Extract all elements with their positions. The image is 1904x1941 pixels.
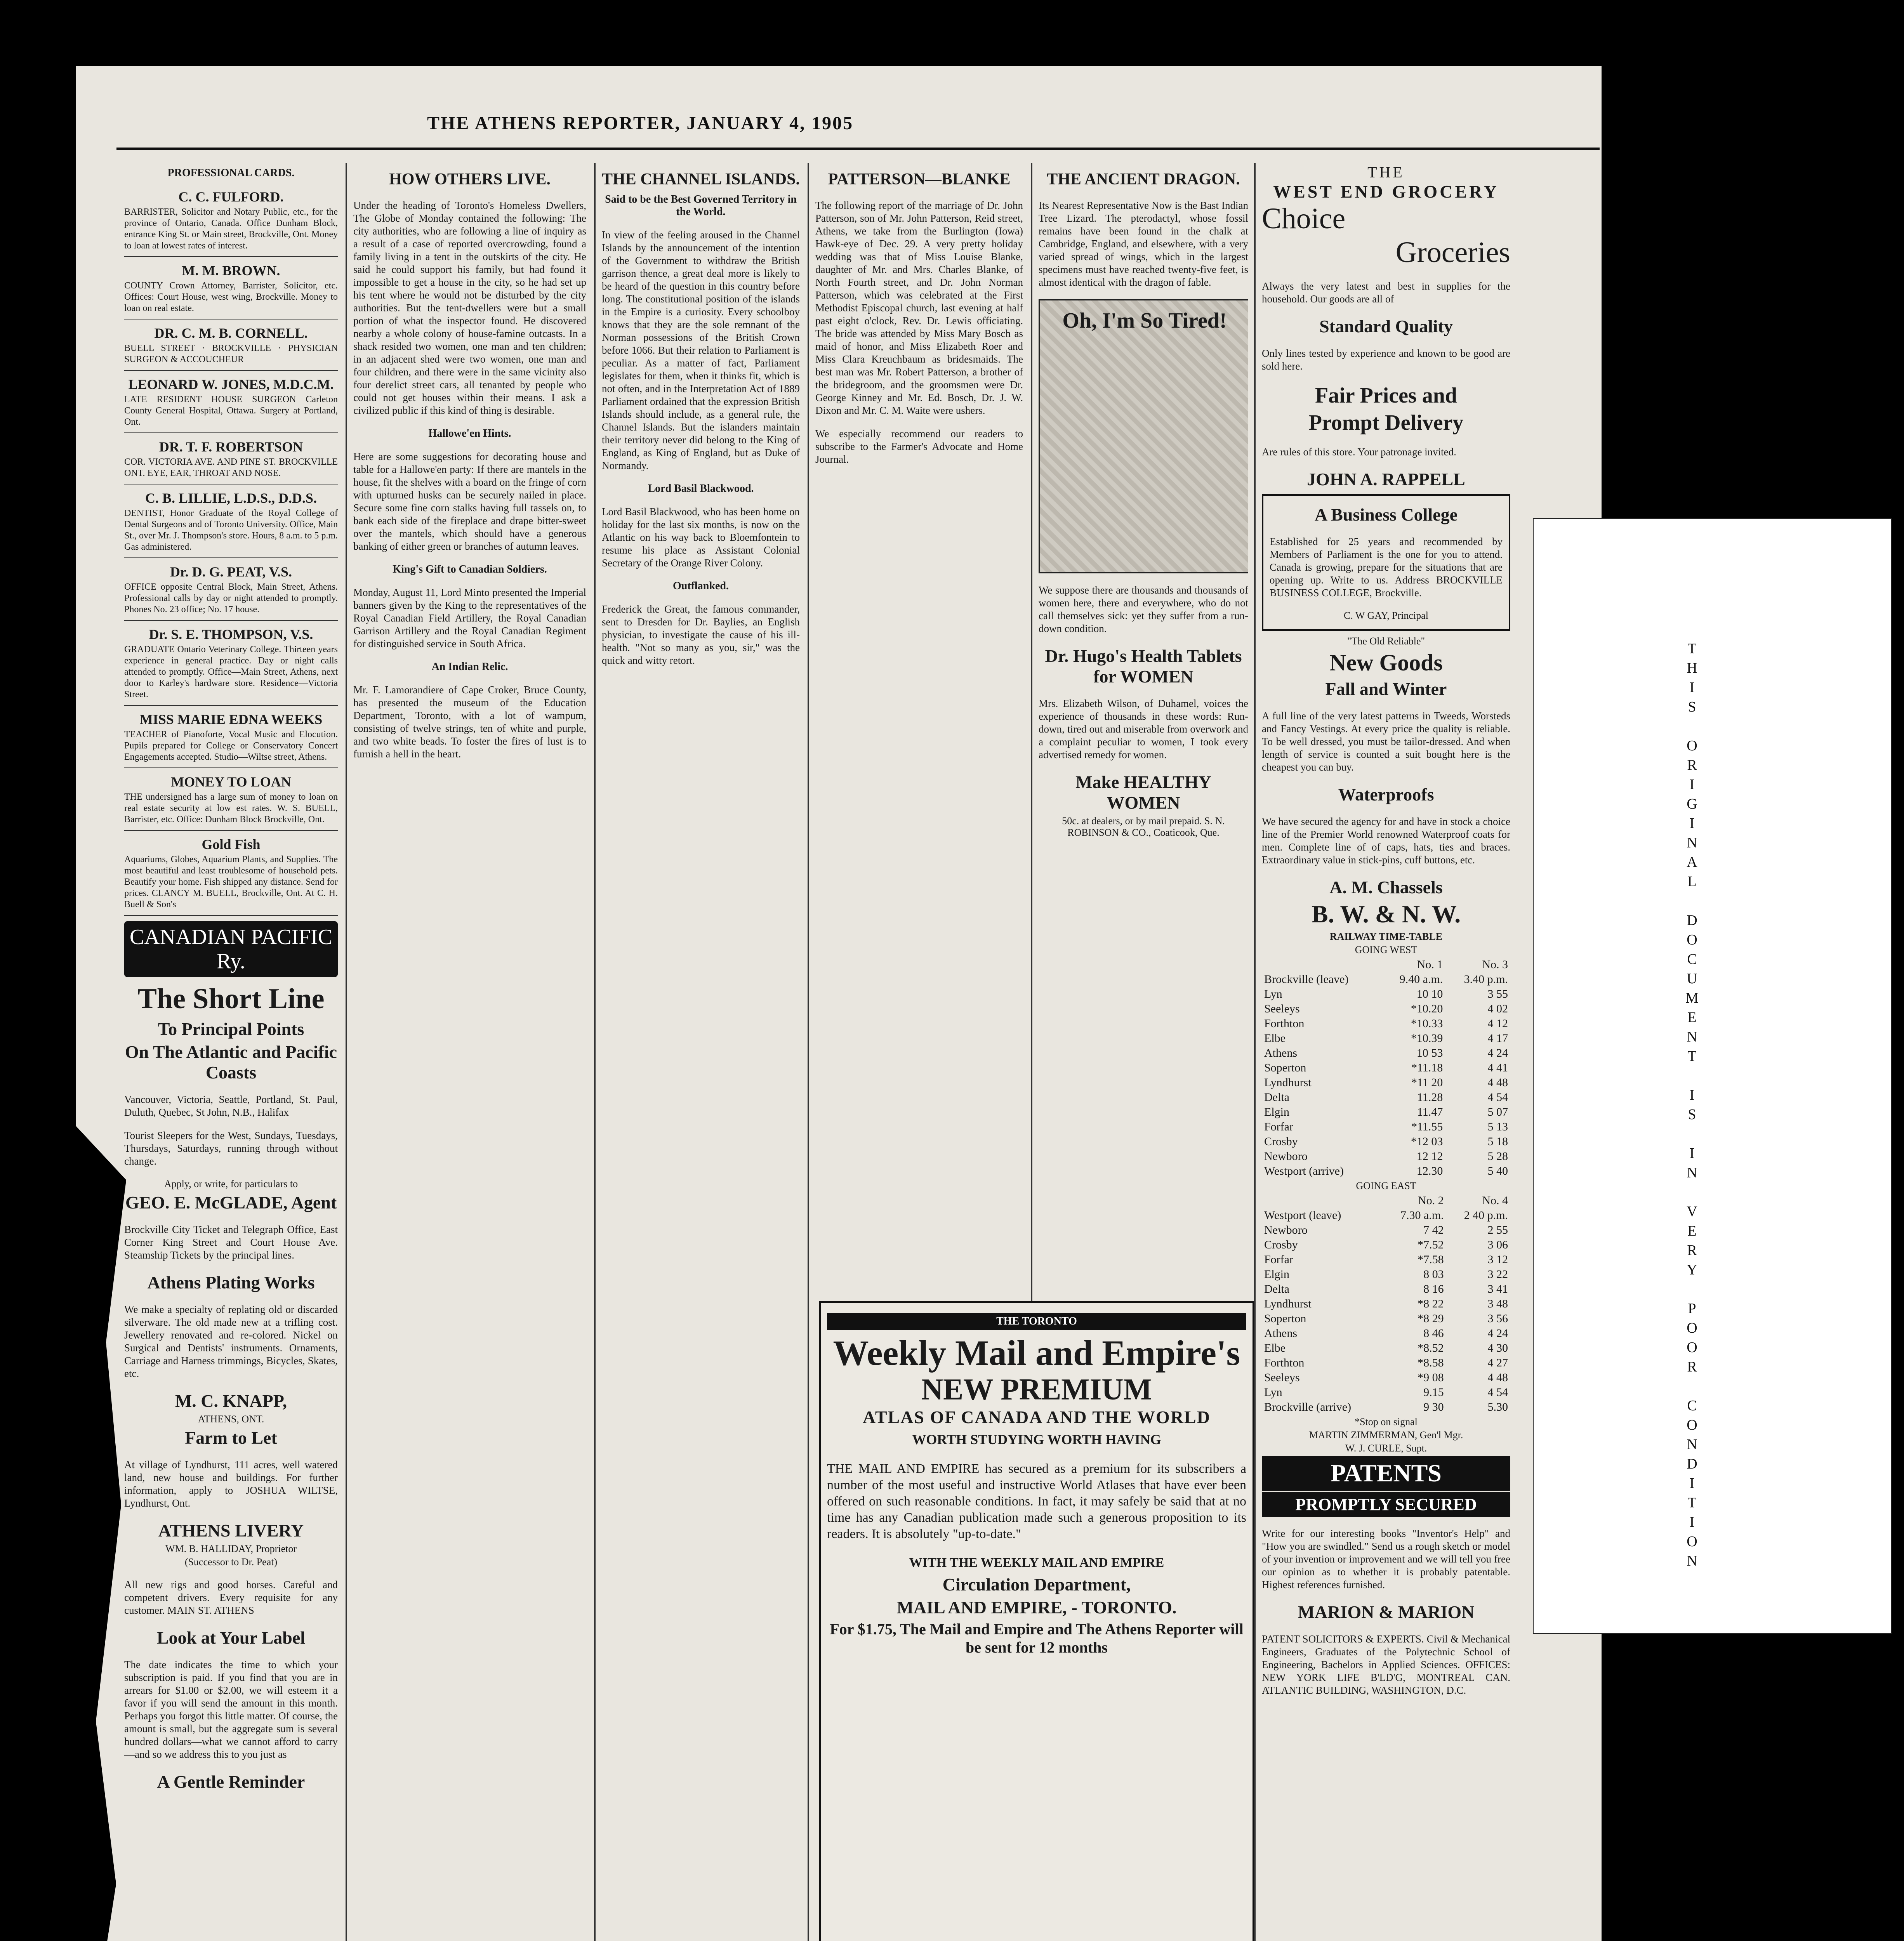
fall-heading: Fall and Winter xyxy=(1325,679,1447,699)
table-row xyxy=(1262,1105,1510,1120)
table-row xyxy=(1262,1385,1510,1400)
card-name: DR. T. F. ROBERTSON xyxy=(159,439,303,455)
condition-note: THIS ORIGINAL DOCUMENT IS IN VERY POOR CONDITION xyxy=(1684,641,1700,1572)
waterproofs-heading: Waterproofs xyxy=(1338,785,1434,804)
time-cell: *8.58 xyxy=(1418,1356,1444,1369)
livery-owner: WM. B. HALLIDAY, Proprietor xyxy=(165,1543,297,1554)
table-row xyxy=(1262,1031,1510,1046)
station-name: Forthton xyxy=(1264,1017,1305,1030)
table-row xyxy=(1262,1061,1510,1075)
agent-address: Brockville City Ticket and Telegraph Office, East Corner King Street and Court House Ave. Steamship Tickets by the principal lines. xyxy=(124,1224,338,1261)
table-row xyxy=(1262,1208,1510,1223)
card-text: COUNTY Crown Attorney, Barrister, Solicitor, etc. Offices: Court House, west wing, Brockville. Money to loan on real estate. xyxy=(124,281,338,313)
article-text: Here are some suggestions for decorating house and table for a Hallowe'en party: If there are mantels in the house, fit the shelves with a board on the fringe of corn with upturned husks can be securely nailed in place. Secure some fine corn stalks having full tassels on, to bank each side of the fireplace and drape bitter-sweet over the mantels, which should have a generous banking of either green or branches of autumn leaves. xyxy=(353,451,586,552)
article-heading: THE ANCIENT DRAGON. xyxy=(1047,170,1240,188)
card-text: LATE RESIDENT HOUSE SURGEON Carleton County General Hospital, Ottawa. Surgery at Portland, Ont. xyxy=(124,394,338,427)
prompt-heading: Prompt Delivery xyxy=(1308,411,1464,435)
time-cell: 8 16 xyxy=(1423,1283,1444,1295)
table-row xyxy=(1262,1134,1510,1149)
mail-empire-ad xyxy=(819,1301,1254,1941)
livery-heading: ATHENS LIVERY xyxy=(158,1521,304,1540)
time-cell: 3 22 xyxy=(1487,1268,1508,1281)
station-name: Seeleys xyxy=(1264,1371,1300,1384)
time-cell: 3 56 xyxy=(1487,1312,1508,1325)
groceries-heading: Groceries xyxy=(1395,236,1510,269)
table-row xyxy=(1262,1046,1510,1061)
column-news-3 xyxy=(602,163,800,1941)
station-name: Crosby xyxy=(1264,1238,1298,1251)
label-heading: Look at Your Label xyxy=(156,1628,306,1648)
chassels-name: A. M. Chassels xyxy=(1329,877,1443,897)
card-text: THE undersigned has a large sum of money to loan on real estate security at low est rates. W. S. BUELL, Barrister, etc. Office: Dunham Block Brockville, Ont. xyxy=(124,792,338,825)
time-cell: 7.30 a.m. xyxy=(1400,1209,1444,1222)
time-cell: 4 27 xyxy=(1487,1356,1508,1369)
time-cell: *12 03 xyxy=(1411,1135,1443,1148)
agent-name: GEO. E. McGLADE, Agent xyxy=(125,1193,337,1212)
tired-woman-illustration xyxy=(1039,299,1248,573)
time-cell: 7 42 xyxy=(1423,1224,1444,1236)
patents-text: Write for our interesting books "Inventor's Help" and "How you are swindled." Send us a rough sketch or model of your invention or improvement and we will tell you free our opinion as to whether it is probably patentable. Highest references furnished. xyxy=(1262,1528,1510,1590)
station-name: Forfar xyxy=(1264,1120,1293,1133)
station-name: Athens xyxy=(1264,1047,1297,1059)
short-line-heading: The Short Line xyxy=(137,983,325,1015)
time-cell: *9 08 xyxy=(1418,1371,1444,1384)
station-name: Soperton xyxy=(1264,1312,1306,1325)
time-cell: 9.15 xyxy=(1423,1386,1444,1399)
time-cell: 4 54 xyxy=(1487,1091,1508,1104)
table-row xyxy=(1262,1326,1510,1341)
station-name: Brockville (arrive) xyxy=(1264,1401,1352,1413)
tablets-heading: Dr. Hugo's Health Tablets for WOMEN xyxy=(1045,646,1242,686)
time-cell: *8 22 xyxy=(1418,1297,1444,1310)
table-row xyxy=(1262,1282,1510,1297)
card-text: TEACHER of Pianoforte, Vocal Music and Elocution. Pupils prepared for College or Conservatory Concert Engagements accepted. Studio—Wiltse street, Athens. xyxy=(124,729,338,762)
column-ads-right xyxy=(1262,163,1510,1941)
ad-body: THE MAIL AND EMPIRE has secured as a premium for its subscribers a number of the most useful and instructive World Atlases that have ever been offered on such reasonable conditions. In fact, it may safely be said that at no time has any Canadian publication made such a generous proposition to its readers. It is absolutely "up-to-date." xyxy=(827,1462,1246,1541)
article-text: Monday, August 11, Lord Minto presented the Imperial banners given by the King to the representatives of the Royal Canadian Field Artillery, the Royal Canadian Garrison Artillery and the Royal Canadian Regiment for distinguished service in South Africa. xyxy=(353,587,586,649)
time-cell: 4 30 xyxy=(1487,1342,1508,1354)
station-name: Newboro xyxy=(1264,1150,1308,1163)
time-cell: 12.30 xyxy=(1416,1165,1443,1177)
station-name: Delta xyxy=(1264,1091,1289,1104)
livery-successor: (Successor to Dr. Peat) xyxy=(184,1556,278,1568)
card-text: BUELL STREET · BROCKVILLE · PHYSICIAN SURGEON & ACCOUCHEUR xyxy=(124,343,338,365)
card xyxy=(124,484,338,558)
time-cell: *7.58 xyxy=(1418,1253,1444,1266)
time-cell: *8 29 xyxy=(1418,1312,1444,1325)
time-cell: 2 40 p.m. xyxy=(1464,1209,1508,1222)
college-heading: A Business College xyxy=(1314,505,1458,524)
station-name: Brockville (leave) xyxy=(1264,973,1349,986)
ad-worth: WORTH STUDYING WORTH HAVING xyxy=(912,1432,1161,1447)
farm-text: At village of Lyndhurst, 111 acres, well watered land, new house and buildings. For further information, apply to JOSHUA WILTSE, Lyndhurst, Ont. xyxy=(124,1459,338,1509)
ad-with: WITH THE WEEKLY MAIL AND EMPIRE xyxy=(909,1556,1164,1570)
time-cell: 8 46 xyxy=(1423,1327,1444,1340)
column-divider xyxy=(346,163,347,1941)
time-cell: 11.28 xyxy=(1417,1091,1443,1104)
reminder-heading: A Gentle Reminder xyxy=(157,1772,305,1792)
time-cell: 5 07 xyxy=(1487,1106,1508,1118)
article-text: Under the heading of Toronto's Homeless Dwellers, The Globe of Monday contained the following: The city authorities, who are following a line of inquiry as a result of a case of reported overcrowding, found a family living in a tent in the outskirts of the city. He said he could support his family, but had found it impossible to get a house in the city, so he had set up his tent where he would not be disturbed by the city authorities. But the tent-dwellers were but a small portion of what the inspector found. He discovered nearby a whole colony of house-famine outcasts. In a shack resided two women, one man and ten children; in an adjacent shed were two women, one man and four children, and there were in the same vicinity also four derelict street cars, all tenanted by people who could not get houses within their means. I ask a civilized public if this kind of thing is desirable. xyxy=(353,200,586,416)
article-heading: THE CHANNEL ISLANDS. xyxy=(602,170,800,188)
table-row xyxy=(1262,1120,1510,1134)
station-name: Elbe xyxy=(1264,1032,1286,1045)
table-row xyxy=(1262,1341,1510,1356)
ad-mail: MAIL AND EMPIRE, - TORONTO. xyxy=(896,1597,1177,1617)
time-cell: 4 24 xyxy=(1487,1047,1508,1059)
station-name: Athens xyxy=(1264,1327,1297,1340)
station-name: Crosby xyxy=(1264,1135,1298,1148)
article-heading: Hallowe'en Hints. xyxy=(428,427,511,439)
ad-atlas: ATLAS OF CANADA AND THE WORLD xyxy=(863,1407,1211,1427)
time-cell: 8 03 xyxy=(1423,1268,1444,1281)
article-heading: Lord Basil Blackwood. xyxy=(648,483,754,495)
supt-name: W. J. CURLE, Supt. xyxy=(1345,1443,1427,1454)
reliable-heading: "The Old Reliable" xyxy=(1347,635,1425,647)
card xyxy=(124,621,338,706)
time-cell: 11.47 xyxy=(1417,1106,1443,1118)
fair-heading: Fair Prices and xyxy=(1315,384,1458,408)
time-cell: 5.30 xyxy=(1487,1401,1508,1413)
table-row xyxy=(1262,1238,1510,1252)
time-cell: 5 28 xyxy=(1487,1150,1508,1163)
section-title: PROFESSIONAL CARDS. xyxy=(167,167,295,179)
time-cell: 4 48 xyxy=(1487,1371,1508,1384)
card-text: GRADUATE Ontario Veterinary College. Thirteen years experience in general practice. Day or night calls attended to promptly. Office—Main Street, Athens, next door to Karley's hardware store. Residence—Victoria Street. xyxy=(124,644,338,700)
time-cell: *11.55 xyxy=(1411,1120,1443,1133)
coasts-heading: On The Atlantic and Pacific Coasts xyxy=(125,1042,337,1082)
sleepers-text: Tourist Sleepers for the West, Sundays, Tuesdays, Thursdays, Saturdays, running through without change. xyxy=(124,1130,338,1167)
testimonial-text: Mrs. Elizabeth Wilson, of Duhamel, voices the experience of thousands in these words: Run-down, tired out and miserable from overwork and a complaint peculiar to women, I took every advertised remedy for women. xyxy=(1039,698,1248,760)
fall-text: A full line of the very latest patterns in Tweeds, Worsteds and Fancy Vestings. At every price the quality is reliable. To be well dressed, you must be tailor-dressed. And when length of service is counted a suit bought here is the cheapest you can buy. xyxy=(1262,710,1510,773)
table-row xyxy=(1262,1164,1510,1179)
card-text: OFFICE opposite Central Block, Main Street, Athens. Professional calls by day or night attended to promptly. Phones No. 23 office; No. 17 house. xyxy=(124,582,338,615)
table-row xyxy=(1262,987,1510,1002)
knapp-name: M. C. KNAPP, xyxy=(175,1391,287,1411)
ad-toronto: THE TORONTO xyxy=(827,1313,1246,1330)
new-goods-heading: New Goods xyxy=(1329,650,1443,675)
patents-heading: PATENTS xyxy=(1262,1456,1510,1491)
card-text: Aquariums, Globes, Aquarium Plants, and Supplies. The most beautiful and least troublesome of household pets. Beautify your home. Fish shipped any distance. Send for prices. CLANCY M. BUELL, Brockville, Ont. At C. H. Buell & Son's xyxy=(124,854,338,910)
farm-heading: Farm to Let xyxy=(185,1428,277,1448)
card xyxy=(124,831,338,916)
time-cell: *8.52 xyxy=(1418,1342,1444,1354)
time-cell: 4 54 xyxy=(1487,1386,1508,1399)
college-text: Established for 25 years and recommended by Members of Parliament is the one for you to attend. Canada is growing, prepare for the situations that are opening up. Write to us. Address BROCKVILLE BUSINESS COLLEGE, Brockville. xyxy=(1270,536,1503,599)
table-row xyxy=(1262,1090,1510,1105)
secured-heading: PROMPTLY SECURED xyxy=(1262,1492,1510,1517)
time-cell: *11.18 xyxy=(1411,1061,1443,1074)
college-principal: C. W GAY, Principal xyxy=(1344,610,1428,621)
station-name: Forthton xyxy=(1264,1356,1305,1369)
livery-text: All new rigs and good horses. Careful and competent drivers. Every requisite for any customer. MAIN ST. ATHENS xyxy=(124,1579,338,1616)
going-east-label: GOING EAST xyxy=(1356,1180,1416,1191)
card-name: Gold Fish xyxy=(202,837,261,852)
time-cell: 3 48 xyxy=(1487,1297,1508,1310)
article-heading: HOW OTHERS LIVE. xyxy=(389,170,551,188)
station-name: Newboro xyxy=(1264,1224,1308,1236)
ad-premium: NEW PREMIUM xyxy=(921,1372,1152,1406)
column-divider xyxy=(1254,163,1256,1941)
table-row xyxy=(1262,1016,1510,1031)
station-name: Westport (leave) xyxy=(1264,1209,1341,1222)
apply-text: Apply, or write, for particulars to xyxy=(164,1178,298,1189)
ad-title: Weekly Mail and Empire's xyxy=(833,1333,1240,1373)
table-row xyxy=(1262,1400,1510,1415)
station-name: Delta xyxy=(1264,1283,1289,1295)
time-cell: 4 17 xyxy=(1487,1032,1508,1045)
card-name: MISS MARIE EDNA WEEKS xyxy=(139,712,323,727)
time-cell: 4 24 xyxy=(1487,1327,1508,1340)
time-cell: 10 53 xyxy=(1416,1047,1443,1059)
choice-heading: Choice xyxy=(1262,202,1346,235)
time-cell: 12 12 xyxy=(1416,1150,1443,1163)
article-text: Its Nearest Representative Now is the Bast Indian Tree Lizard. The pterodactyl, whose fossil remains have been found in the chalk at Cambridge, England, and elsewhere, with a very varied spread of wings, which in the largest specimens must have reached twenty-five feet, is almost identical with the dragon of fable. xyxy=(1039,200,1248,288)
cities-list: Vancouver, Victoria, Seattle, Portland, St. Paul, Duluth, Quebec, St John, N.B., Halifax xyxy=(124,1094,338,1118)
time-cell: 4 41 xyxy=(1487,1061,1508,1074)
article-heading: Outflanked. xyxy=(673,580,729,592)
label-text: The date indicates the time to which your subscription is paid. If you find that you are in arrears for $1.00 or $2.00, we will esteem it a favor if you will send the amount in this month. Perhaps you forgot this little matter. Of course, the amount is small, but the aggregate sum is several hundred dollars—what we cannot afford to carry—and so we address this to you just as xyxy=(124,1659,338,1760)
station-name: Lyndhurst xyxy=(1264,1297,1312,1310)
time-cell: 10 10 xyxy=(1416,988,1443,1000)
time-cell: *10.39 xyxy=(1411,1032,1443,1045)
waterproofs-text: We have secured the agency for and have in stock a choice line of the Premier World renowned Waterproof coats for men. Complete line of of caps, hats, ties and braces. Extraordinary value in stick-pins, cuff buttons, etc. xyxy=(1262,816,1510,866)
card-name: LEONARD W. JONES, M.D.C.M. xyxy=(128,377,334,392)
plating-heading: Athens Plating Works xyxy=(147,1273,315,1292)
time-cell: 4 02 xyxy=(1487,1002,1508,1015)
railway-heading: B. W. & N. W. xyxy=(1311,900,1461,928)
station-name: Westport (arrive) xyxy=(1264,1165,1344,1177)
column-professional-cards xyxy=(124,163,338,1794)
article-text: In view of the feeling aroused in the Channel Islands by the announcement of the intention of the Government to withdraw the British garrison thence, a great deal more is likely to be heard of the question in this country before long. The constitutional position of the islands in the Empire is a curiosity. Every schoolboy knows that they are the sole remnant of the Norman possessions of the British Crown before 1066. But their relation to Parliament is peculiar. As a matter of fact, Parliament legislates for them, when it thinks fit, which is not often, and in the Interpretation Act of 1889 Parliament ordained that the expression British Islands should include, as a general rule, the Channel Islands. But the islanders maintain their territory never did belong to the King of England, as King of England, but as Duke of Normandy. xyxy=(602,229,800,471)
table-row xyxy=(1262,1370,1510,1385)
article-text: Mr. F. Lamorandiere of Cape Croker, Bruce County, has presented the museum of the Education Department, Toronto, with a lot of wampum, consisting of twelve strings, ten of white and purple, and two white beads. To foster the fires of lust is to furnish a hell in the heart. xyxy=(353,684,586,760)
sold-by-text: 50c. at dealers, or by mail prepaid. S. N. ROBINSON & CO., Coaticook, Que. xyxy=(1062,815,1225,838)
manager-name: MARTIN ZIMMERMAN, Gen'l Mgr. xyxy=(1309,1429,1463,1441)
card xyxy=(124,257,338,319)
card-name: M. M. BROWN. xyxy=(182,263,280,278)
timetable-heading: RAILWAY TIME-TABLE xyxy=(1329,931,1443,942)
illustration-caption: Oh, I'm So Tired! xyxy=(1062,309,1227,333)
column-divider xyxy=(808,163,809,1941)
card-text: BARRISTER, Solicitor and Notary Public, etc., for the province of Ontario, Canada. Office Dunham Block, entrance King St. or Main street, Brockville, Ont. Money to loan at lowest rates of interest. xyxy=(124,207,338,251)
article-heading: King's Gift to Canadian Soldiers. xyxy=(393,563,547,575)
healthy-women-heading: Make HEALTHY WOMEN xyxy=(1075,772,1211,813)
time-cell: 3 12 xyxy=(1487,1253,1508,1266)
card-name: MONEY TO LOAN xyxy=(171,774,291,790)
west-timetable xyxy=(1262,957,1510,1179)
flag-note: *Stop on signal xyxy=(1355,1416,1418,1427)
plating-text: We make a specialty of replating old or discarded silverware. The old made new at a trifling cost. Jewellery renovated and re-colored. Nickel on Surgical and Dentists' instruments. Ornaments, Carriage and Harness trimmings, Bicycles, Skates, etc. xyxy=(124,1304,338,1379)
rules-text: Are rules of this store. Your patronage invited. xyxy=(1262,446,1456,458)
knapp-place: ATHENS, ONT. xyxy=(198,1413,264,1425)
station-name: Lyn xyxy=(1264,1386,1282,1399)
card-name: C. C. FULFORD. xyxy=(178,189,284,205)
standard-heading: Standard Quality xyxy=(1319,316,1453,336)
college-ad xyxy=(1262,494,1510,631)
time-cell: 3 41 xyxy=(1487,1283,1508,1295)
station-name: Elgin xyxy=(1264,1268,1289,1281)
time-cell: *7.52 xyxy=(1418,1238,1444,1251)
standard-text: Only lines tested by experience and known to be good are sold here. xyxy=(1262,347,1510,372)
article-subheading: Said to be the Best Governed Territory in the World. xyxy=(605,193,797,218)
table-row xyxy=(1262,1149,1510,1164)
table-header: No. 1 No. 3 xyxy=(1417,958,1508,971)
card-name: DR. C. M. B. CORNELL. xyxy=(154,325,308,341)
card xyxy=(124,706,338,768)
time-cell: *10.33 xyxy=(1411,1017,1443,1030)
card xyxy=(124,768,338,831)
going-west-label: GOING WEST xyxy=(1355,944,1418,955)
station-name: Lyndhurst xyxy=(1264,1076,1312,1089)
grocery-title: WEST END GROCERY xyxy=(1273,182,1499,201)
station-name: Elgin xyxy=(1264,1106,1289,1118)
time-cell: 3.40 p.m. xyxy=(1464,973,1508,986)
column-divider xyxy=(594,163,596,1941)
masthead-rule xyxy=(116,148,1600,150)
time-cell: 3 55 xyxy=(1487,988,1508,1000)
marion-name: MARION & MARION xyxy=(1298,1602,1475,1622)
cpr-logo: CANADIAN PACIFIC Ry. xyxy=(124,921,338,977)
east-timetable xyxy=(1262,1193,1510,1415)
time-cell: 9 30 xyxy=(1423,1401,1444,1413)
principal-points: To Principal Points xyxy=(158,1019,304,1039)
cards-list xyxy=(124,183,338,916)
table-row xyxy=(1262,972,1510,987)
card xyxy=(124,558,338,621)
station-name: Soperton xyxy=(1264,1061,1306,1074)
card-name: Dr. D. G. PEAT, V.S. xyxy=(170,564,292,580)
article-closing: We especially recommend our readers to subscribe to the Farmer's Advocate and Home Journal. xyxy=(815,428,1023,465)
card xyxy=(124,371,338,433)
rappell-name: JOHN A. RAPPELL xyxy=(1307,469,1465,489)
table-row xyxy=(1262,1075,1510,1090)
table-row xyxy=(1262,1267,1510,1282)
time-cell: 4 12 xyxy=(1487,1017,1508,1030)
article-heading: An Indian Relic. xyxy=(431,661,508,673)
table-row xyxy=(1262,1252,1510,1267)
condition-note-panel xyxy=(1533,518,1892,1634)
time-cell: 5 18 xyxy=(1487,1135,1508,1148)
card-text: DENTIST, Honor Graduate of the Royal College of Dental Surgeons and of Toronto University. Office, Main St., over Mr. J. Thompson's store. Hours, 8 a.m. to 5 p.m. Gas administered. xyxy=(124,508,338,552)
column-news-4 xyxy=(815,163,1023,1289)
ad-text: We suppose there are thousands and thousands of women here, there and everywhere, who do not call themselves sick: yet they suffer from a run-down condition. xyxy=(1039,584,1248,634)
time-cell: 9.40 a.m. xyxy=(1399,973,1443,986)
table-row xyxy=(1262,1297,1510,1311)
card-name: C. B. LILLIE, L.D.S., D.D.S. xyxy=(145,490,317,506)
card-name: Dr. S. E. THOMPSON, V.S. xyxy=(149,627,313,642)
table-row xyxy=(1262,1002,1510,1016)
time-cell: 2 55 xyxy=(1487,1224,1508,1236)
station-name: Forfar xyxy=(1264,1253,1293,1266)
card xyxy=(124,183,338,257)
card-text: COR. VICTORIA AVE. AND PINE ST. BROCKVILLE ONT. EYE, EAR, THROAT AND NOSE. xyxy=(124,457,338,478)
article-text: The following report of the marriage of Dr. John Patterson, son of Mr. John Patterson, Reid street, Athens, we take from the Burlington (Iowa) Hawk-eye of Dec. 29. A very pretty holiday wedding was that of Miss Louise Blanke, daughter of Mr. and Mrs. Charles Blanke, of North Fourth street, and Dr. John Norman Patterson, which was celebrated at the First Methodist Episcopal church, last evening at half past eight o'clock, Rev. Dr. Lewis officiating. The bride was attended by Miss Mary Bosch as maid of honor, and Miss Elizabeth Roer and Miss Clara Kreuchbaum as bridesmaids. The best man was Mr. Robert Patterson, a brother of the bridegroom, and the groomsmen were Dr. George Kinney and Mr. Ed. Bosch, Dr. J. W. Dixon and Mr. C. M. Waite were ushers. xyxy=(815,200,1023,416)
time-cell: 4 48 xyxy=(1487,1076,1508,1089)
table-row xyxy=(1262,1223,1510,1238)
article-text: Lord Basil Blackwood, who has been home on holiday for the last six months, is now on the Atlantic on his way back to Bloemfontein to resume his place as Assistant Colonial Secretary of the Orange River Colony. xyxy=(602,506,800,569)
card xyxy=(124,433,338,484)
grocery-the: THE xyxy=(1367,163,1405,181)
table-row xyxy=(1262,1356,1510,1370)
column-news-2 xyxy=(353,163,586,1941)
table-header: No. 2 No. 4 xyxy=(1418,1194,1508,1207)
ad-circulation: Circulation Department, xyxy=(942,1575,1131,1594)
masthead: THE ATHENS REPORTER, JANUARY 4, 1905 xyxy=(427,113,854,134)
column-news-5 xyxy=(1039,163,1248,1289)
grocery-text: Always the very latest and best in supplies for the household. Our goods are all of xyxy=(1262,280,1510,305)
ad-offer: For $1.75, The Mail and Empire and The Athens Reporter will be sent for 12 months xyxy=(830,1620,1244,1656)
station-name: Lyn xyxy=(1264,988,1282,1000)
station-name: Seeleys xyxy=(1264,1002,1300,1015)
station-name: Elbe xyxy=(1264,1342,1286,1354)
time-cell: *11 20 xyxy=(1411,1076,1443,1089)
card xyxy=(124,319,338,371)
time-cell: 3 06 xyxy=(1487,1238,1508,1251)
table-row xyxy=(1262,1311,1510,1326)
time-cell: *10.20 xyxy=(1411,1002,1443,1015)
marion-text: PATENT SOLICITORS & EXPERTS. Civil & Mechanical Engineers, Graduates of the Polytechnic School of Engineering, Bachelors in Applied Sciences. OFFICES: NEW YORK LIFE B'LD'G, MONTREAL CAN. ATLANTIC BUILDING, WASHINGTON, D.C. xyxy=(1262,1633,1510,1696)
time-cell: 5 13 xyxy=(1487,1120,1508,1133)
time-cell: 5 40 xyxy=(1487,1165,1508,1177)
article-heading: PATTERSON—BLANKE xyxy=(828,170,1011,188)
article-text: Frederick the Great, the famous commander, sent to Dresden for Dr. Baylies, an English physician, to investigate the cause of his ill-health. "Not so many as you, sir," was the quick and witty retort. xyxy=(602,603,800,666)
